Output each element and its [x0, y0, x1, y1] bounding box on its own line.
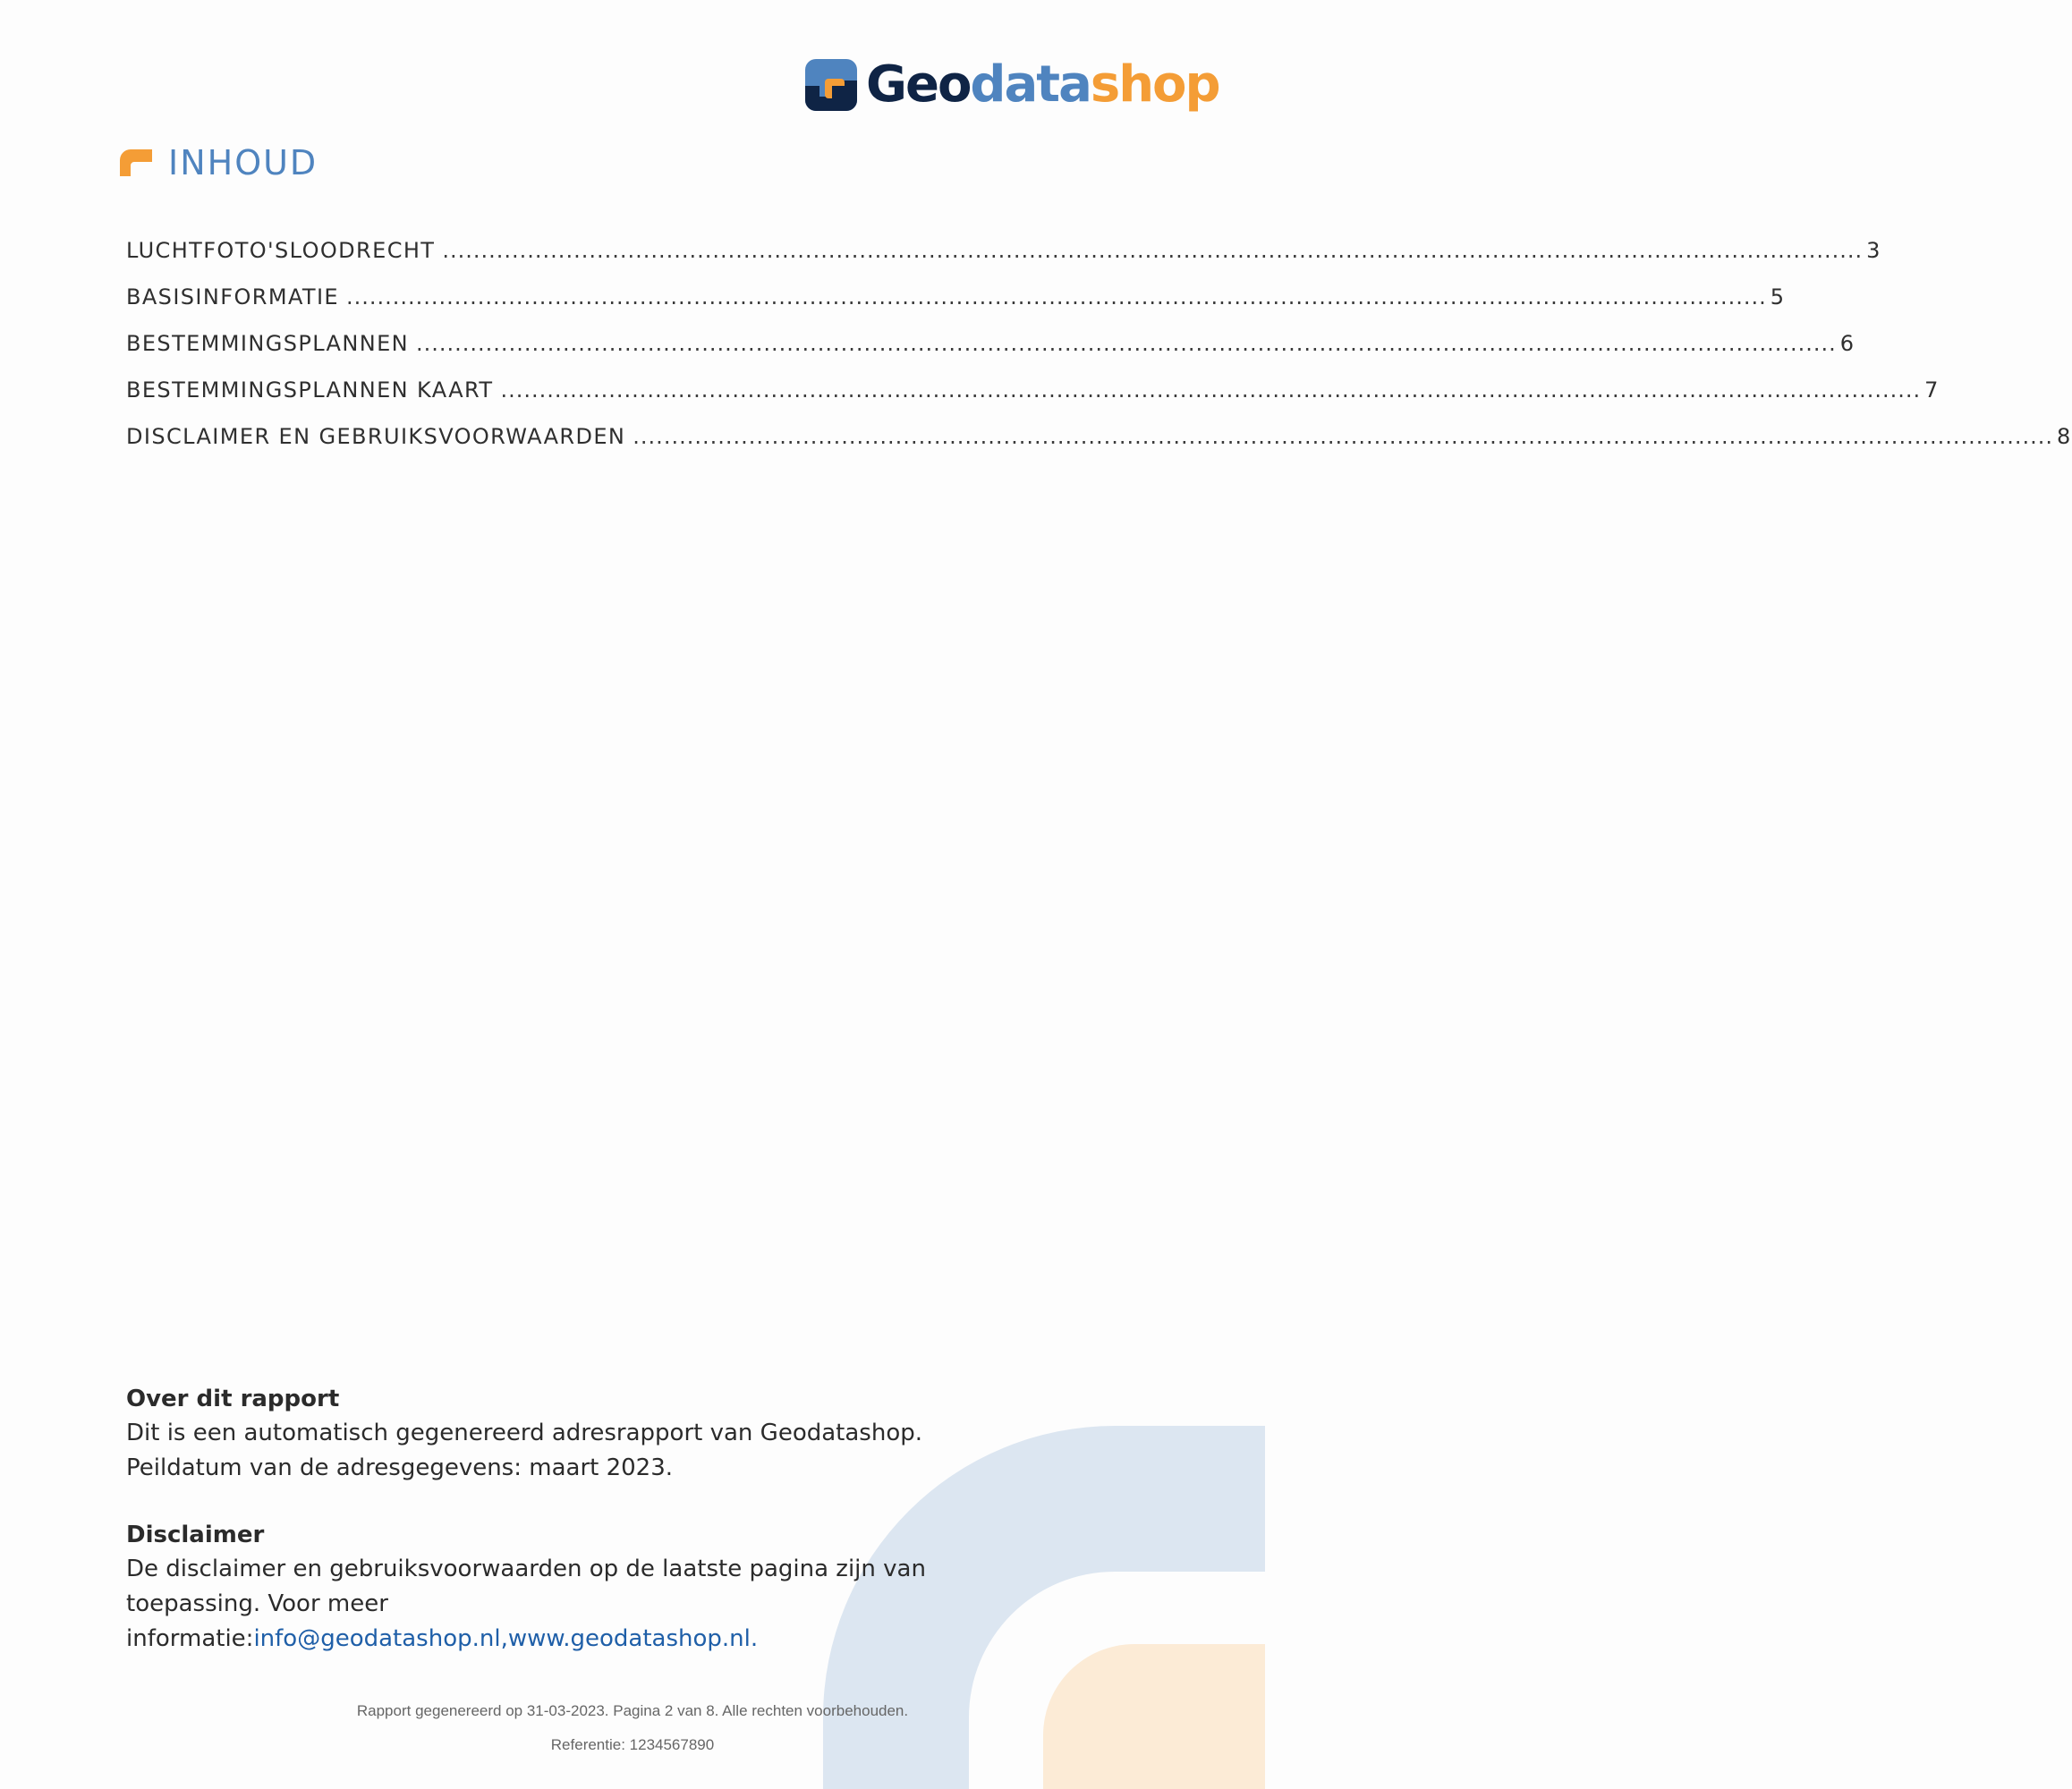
disclaimer-line-1: De disclaimer en gebruiksvoorwaarden op de laatste pagina zijn van: [126, 1556, 926, 1582]
report-info: [126, 1382, 1021, 1657]
logo-text-shop: shop: [1090, 55, 1219, 114]
toc-entry[interactable]: [126, 377, 1940, 424]
logo-wordmark: [866, 55, 1219, 114]
dot-leader: ........................................................................................................................................................................................: [346, 284, 1767, 309]
logo-text-data: data: [970, 55, 1091, 114]
dot-leader: ........................................................................................................................................................................................: [633, 424, 2054, 449]
email-link[interactable]: info@geodatashop.nl: [253, 1625, 501, 1652]
about-line-1: Dit is een automatisch gegenereerd adresrapport van Geodatashop.: [126, 1420, 922, 1446]
disclaimer-line-2: [126, 1587, 1021, 1657]
toc-entry-page: 3: [1866, 238, 1881, 263]
logo-mark-icon: [805, 59, 857, 111]
toc-entry[interactable]: [126, 284, 1786, 331]
toc-entry-page: 5: [1770, 284, 1786, 309]
toc-entry-label: BESTEMMINGSPLANNEN KAART: [126, 377, 494, 403]
disclaimer-prefix: toepassing. Voor meer informatie:: [126, 1590, 388, 1652]
toc-entry-label: DISCLAIMER EN GEBRUIKSVOORWAARDEN: [126, 424, 626, 449]
about-line-2: Peildatum van de adresgegevens: maart 2023.: [126, 1454, 674, 1481]
footer-generated: Rapport gegenereerd op 31-03-2023. Pagina 2 van 8. Alle rechten voorbehouden.: [356, 1702, 909, 1719]
toc-entry-page: 7: [1924, 377, 1940, 403]
link-separator: ,: [500, 1625, 508, 1652]
toc-entry[interactable]: [126, 424, 2072, 471]
table-of-contents: [126, 238, 2072, 471]
logo-text-geo: Geo: [866, 55, 971, 114]
website-link[interactable]: www.geodatashop.nl.: [507, 1625, 759, 1652]
toc-entry-page: 6: [1839, 331, 1855, 356]
about-heading: Over dit rapport: [126, 1386, 340, 1412]
toc-heading: [120, 143, 318, 182]
geodatashop-logo: [805, 55, 1219, 114]
dot-leader: ........................................................................................................................................................................................: [442, 238, 1864, 263]
toc-entry-label: BASISINFORMATIE: [126, 284, 339, 309]
toc-entry-label: LUCHTFOTO'SLOODRECHT: [126, 238, 436, 263]
toc-entry-label: BESTEMMINGSPLANNEN: [126, 331, 410, 356]
dot-leader: ........................................................................................................................................................................................: [416, 331, 1837, 356]
dot-leader: ........................................................................................................................................................................................: [500, 377, 1922, 403]
toc-entry[interactable]: [126, 331, 1855, 377]
disclaimer-heading: Disclaimer: [126, 1522, 265, 1548]
section-marker-icon: [120, 149, 152, 176]
toc-entry-page: 8: [2057, 424, 2072, 449]
footer-reference: Referentie: 1234567890: [550, 1736, 715, 1753]
toc-title: INHOUD: [168, 143, 318, 182]
toc-entry[interactable]: [126, 238, 1881, 284]
